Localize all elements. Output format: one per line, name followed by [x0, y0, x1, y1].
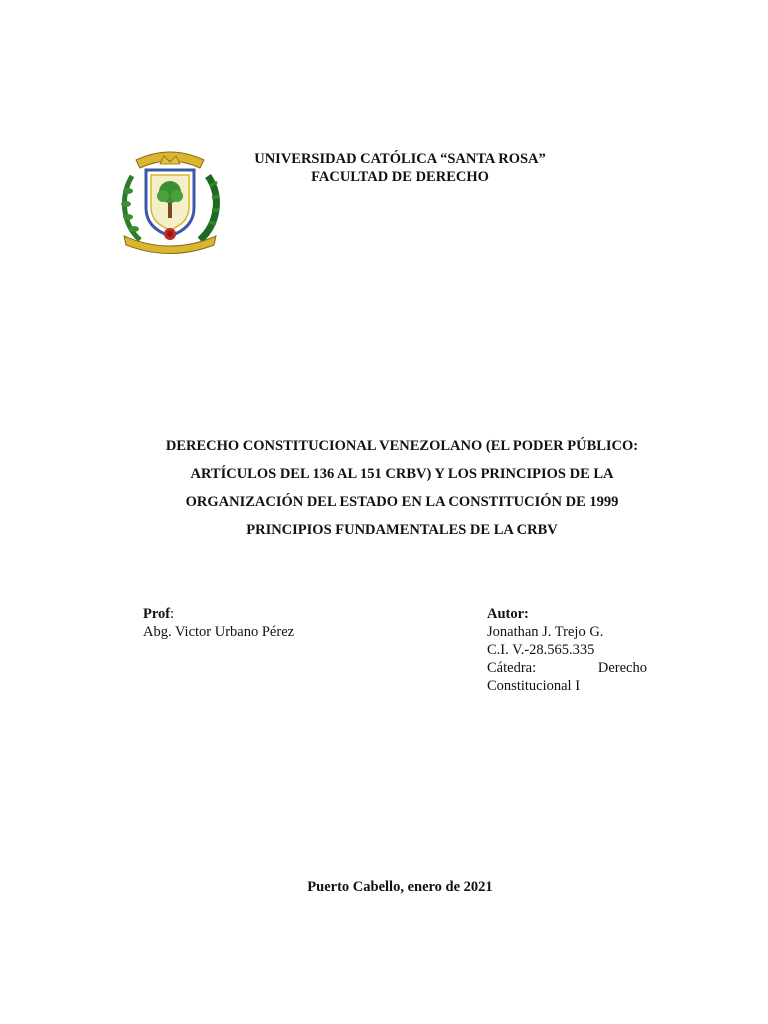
title-line: ARTÍCULOS DEL 136 AL 151 CRBV) Y LOS PRINCIPIOS DE LA — [190, 466, 614, 482]
university-seal-icon — [118, 146, 222, 254]
faculty-name: FACULTAD DE DERECHO — [311, 169, 489, 185]
title-line: PRINCIPIOS FUNDAMENTALES DE LA CRBV — [246, 522, 558, 538]
title-line: ORGANIZACIÓN DEL ESTADO EN LA CONSTITUCIÓN DE 1999 — [185, 494, 619, 510]
chair-rest: Constitucional I — [487, 678, 581, 694]
author-name: Jonathan J. Trejo G. — [487, 624, 604, 640]
professor-colon: : — [170, 606, 175, 622]
professor-block — [143, 605, 403, 641]
university-name: UNIVERSIDAD CATÓLICA “SANTA ROSA” — [254, 151, 546, 167]
place-date: Puerto Cabello, enero de 2021 — [307, 879, 493, 895]
author-label: Autor: — [487, 606, 529, 622]
professor-name: Abg. Victor Urbano Pérez — [143, 624, 295, 640]
university-header — [230, 150, 570, 186]
chair-line — [487, 659, 647, 677]
professor-label-line — [143, 605, 403, 623]
author-id: C.I. V.-28.565.335 — [487, 642, 595, 658]
title-line: DERECHO CONSTITUCIONAL VENEZOLANO (EL PODER PÚBLICO: — [165, 438, 639, 454]
chair-word: Derecho — [597, 660, 647, 676]
document-title — [120, 432, 684, 544]
chair-label: Cátedra: — [487, 660, 537, 676]
author-block — [487, 605, 647, 695]
professor-label: Prof — [143, 606, 171, 622]
